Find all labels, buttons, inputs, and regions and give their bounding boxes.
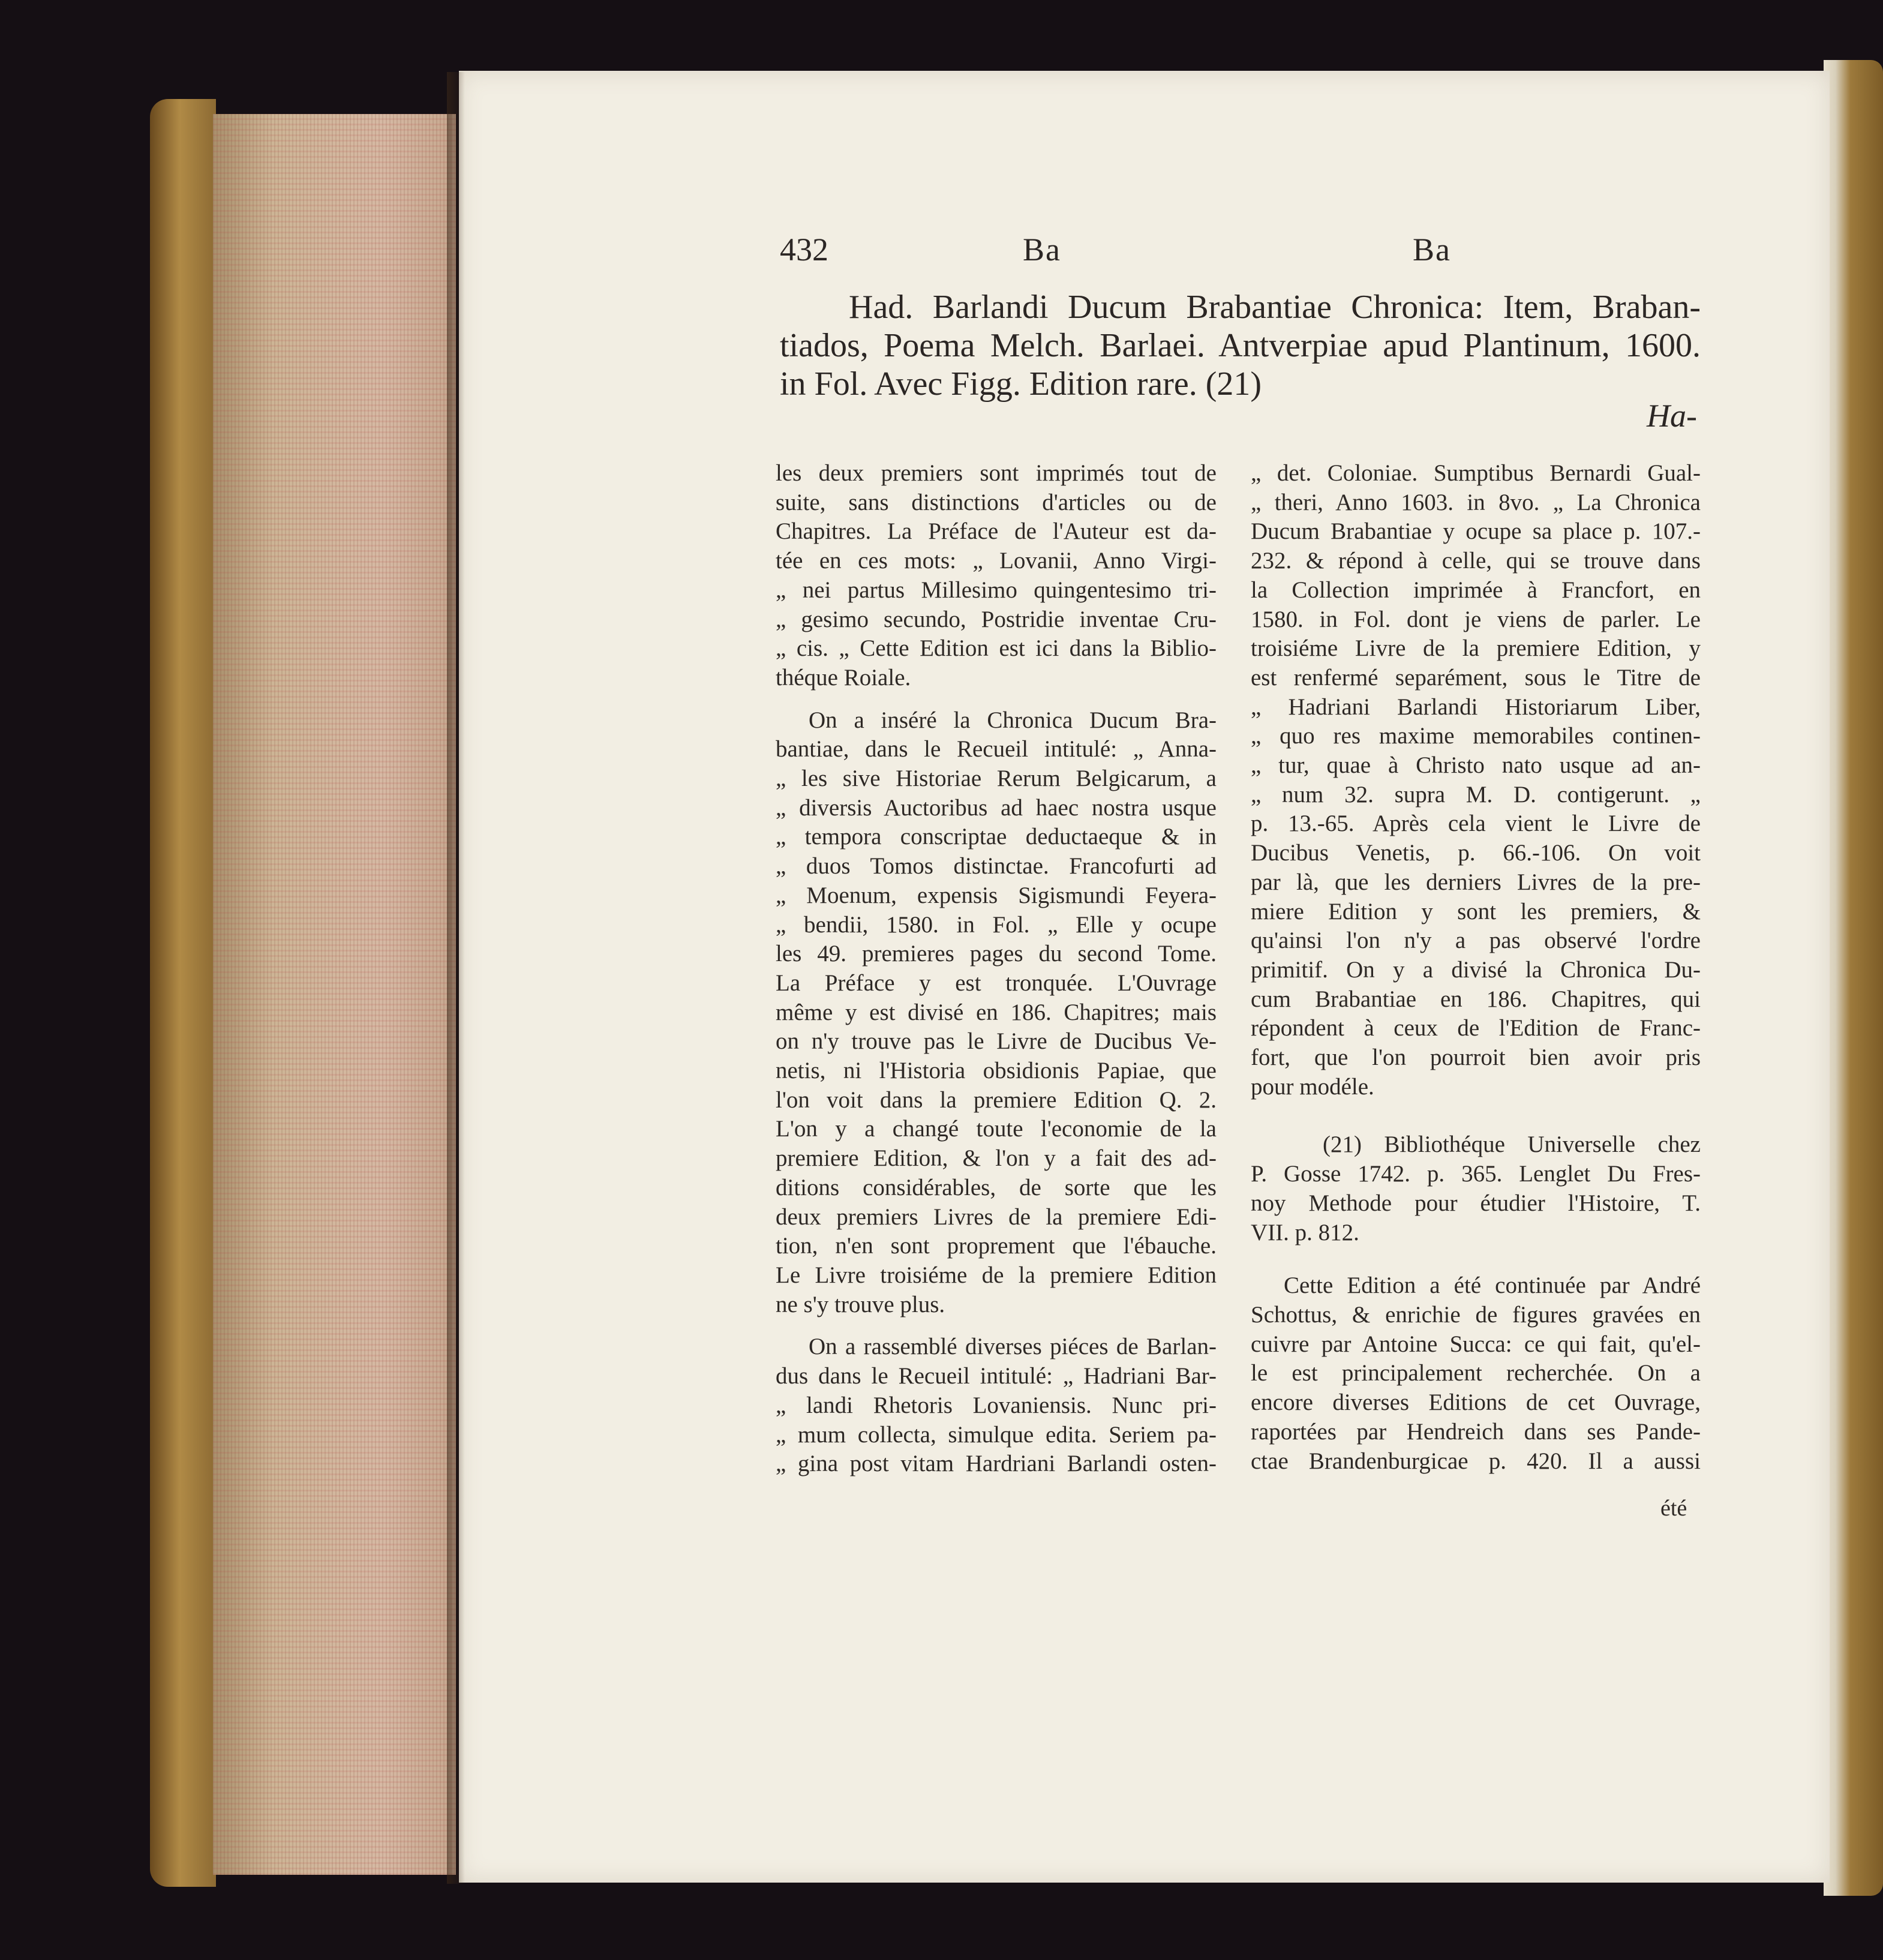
text-line: 1580. in Fol. dont je viens de parler. Le xyxy=(1251,606,1701,632)
text-line: „ landi Rhetoris Lovaniensis. Nunc pri- xyxy=(776,1392,1217,1418)
text-line: raportées par Hendreich dans ses Pande- xyxy=(1251,1418,1701,1445)
catchword: été xyxy=(1660,1496,1687,1521)
left-column xyxy=(776,459,1217,1479)
running-head-left: Ba xyxy=(1023,232,1061,268)
text-line: la Collection imprimée à Francfort, en xyxy=(1251,577,1701,603)
text-line: même y est divisé en 186. Chapitres; mais xyxy=(776,999,1217,1025)
text-line: le est principalement recherchée. On a xyxy=(1251,1360,1701,1386)
footnote-line: (21) Bibliothéque Universelle chez xyxy=(1323,1131,1701,1158)
page-number: 432 xyxy=(780,232,828,268)
bibliographic-entry xyxy=(780,288,1701,403)
text-line: suite, sans distinctions d'articles ou de xyxy=(776,489,1217,515)
running-head-right: Ba xyxy=(1413,232,1451,268)
text-line: l'on voit dans la premiere Edition Q. 2. xyxy=(776,1086,1217,1113)
text-line: qu'ainsi l'on n'y a pas observé l'ordre xyxy=(1251,928,1701,954)
text-line: „ tempora conscriptae deductaeque & in xyxy=(776,824,1217,850)
text-line: „ det. Coloniae. Sumptibus Bernardi Gual- xyxy=(1251,460,1701,486)
page-edges xyxy=(213,114,456,1875)
text-line: „ diversis Auctoribus ad haec nostra usque xyxy=(776,794,1217,821)
text-line: „ num 32. supra M. D. contigerunt. „ xyxy=(1251,781,1701,808)
text-line: Schottus, & enrichie de figures gravées en xyxy=(1251,1301,1701,1328)
text-line: les deux premiers sont imprimés tout de xyxy=(776,460,1217,486)
text-line: premiere Edition, & l'on y a fait des ad- xyxy=(776,1145,1217,1172)
right-column xyxy=(1251,459,1701,1476)
text-line: Chapitres. La Préface de l'Auteur est da- xyxy=(776,518,1217,545)
gutter-shadow xyxy=(447,72,465,1884)
catchword: Ha- xyxy=(1647,398,1697,434)
text-line: „ nei partus Millesimo quingentesimo tri- xyxy=(776,577,1217,603)
text-line: La Préface y est tronquée. L'Ouvrage xyxy=(776,970,1217,996)
text-line: primitif. On y a divisé la Chronica Du- xyxy=(1251,956,1701,983)
text-line: „ tur, quae à Christo nato usque ad an- xyxy=(1251,752,1701,779)
text-line: les 49. premieres pages du second Tome. xyxy=(776,941,1217,967)
text-line: miere Edition y sont les premiers, & xyxy=(1251,898,1701,925)
book-right-cover xyxy=(1824,60,1883,1896)
text-line: „ cis. „ Cette Edition est ici dans la Biblio- xyxy=(776,635,1217,662)
text-line: cum Brabantiae en 186. Chapitres, qui xyxy=(1251,986,1701,1012)
entry-line: in Fol. Avec Figg. Edition rare. (21) xyxy=(780,365,1262,403)
text-line: ctae Brandenburgicae p. 420. Il a aussi xyxy=(1251,1448,1701,1474)
footnote-line: VII. p. 812. xyxy=(1251,1219,1359,1245)
text-line: „ theri, Anno 1603. in 8vo. „ La Chronica xyxy=(1251,489,1701,515)
text-line: „ gina post vitam Hardriani Barlandi osten- xyxy=(776,1451,1217,1477)
page-header xyxy=(780,231,1701,273)
text-line: „ Moenum, expensis Sigismundi Feyera- xyxy=(776,882,1217,908)
text-line: pour modéle. xyxy=(1251,1073,1374,1100)
text-line: deux premiers Livres de la premiere Edi- xyxy=(776,1203,1217,1230)
text-line: Ducum Brabantiae y ocupe sa place p. 107.- xyxy=(1251,518,1701,545)
text-line: 232. & répond à celle, qui se trouve dans xyxy=(1251,548,1701,574)
text-line: fort, que l'on pourroit bien avoir pris xyxy=(1251,1044,1701,1071)
text-line: troisiéme Livre de la premiere Edition, y xyxy=(1251,635,1701,662)
text-line: par là, que les derniers Livres de la pre- xyxy=(1251,869,1701,895)
entry-line: Had. Barlandi Ducum Brabantiae Chronica: Item, Braban- xyxy=(849,289,1701,326)
text-line: encore diverses Editions de cet Ouvrage, xyxy=(1251,1389,1701,1416)
text-line: netis, ni l'Historia obsidionis Papiae, que xyxy=(776,1058,1217,1084)
text-line: „ Hadriani Barlandi Historiarum Liber, xyxy=(1251,694,1701,720)
entry-line: tiados, Poema Melch. Barlaei. Antverpiae apud Plantinum, 1600. xyxy=(780,327,1701,364)
text-line: dus dans le Recueil intitulé: „ Hadriani Bar- xyxy=(776,1363,1217,1389)
text-line: ne s'y trouve plus. xyxy=(776,1291,945,1317)
footnote-line: noy Methode pour étudier l'Histoire, T. xyxy=(1251,1190,1701,1216)
text-line: p. 13.-65. Après cela vient le Livre de xyxy=(1251,811,1701,837)
text-line: „ mum collecta, simulque edita. Seriem pa- xyxy=(776,1421,1217,1448)
text-line: théque Roiale. xyxy=(776,664,911,691)
book-left-cover xyxy=(150,99,216,1887)
text-line: on n'y trouve pas le Livre de Ducibus Ve- xyxy=(776,1028,1217,1055)
footnote-line: P. Gosse 1742. p. 365. Lenglet Du Fres- xyxy=(1251,1161,1701,1187)
text-line: „ duos Tomos distinctae. Francofurti ad xyxy=(776,853,1217,880)
text-line: „ gesimo secundo, Postridie inventae Cru- xyxy=(776,606,1217,632)
text-line: „ quo res maxime memorabiles continen- xyxy=(1251,723,1701,749)
text-line: On a inséré la Chronica Ducum Bra- xyxy=(809,707,1217,733)
text-line: bantiae, dans le Recueil intitulé: „ Anna- xyxy=(776,736,1217,763)
text-line: est renfermé separément, sous le Titre de xyxy=(1251,664,1701,691)
text-line: On a rassemblé diverses piéces de Barlan- xyxy=(809,1334,1217,1360)
text-line: tion, n'en sont proprement que l'ébauche. xyxy=(776,1233,1217,1259)
text-line: Cette Edition a été continuée par André xyxy=(1284,1272,1701,1299)
text-line: Le Livre troisiéme de la premiere Edition xyxy=(776,1262,1217,1288)
text-line: ditions considérables, de sorte que les xyxy=(776,1174,1217,1200)
text-line: tée en ces mots: „ Lovanii, Anno Virgi- xyxy=(776,548,1217,574)
text-line: L'on y a changé toute l'economie de la xyxy=(776,1116,1217,1142)
text-line: „ les sive Historiae Rerum Belgicarum, a xyxy=(776,766,1217,792)
text-line: Ducibus Venetis, p. 66.-106. On voit xyxy=(1251,840,1701,866)
text-line: répondent à ceux de l'Edition de Franc- xyxy=(1251,1015,1701,1041)
text-line: „ bendii, 1580. in Fol. „ Elle y ocupe xyxy=(776,911,1217,938)
text-line: cuivre par Antoine Succa: ce qui fait, qu'el- xyxy=(1251,1331,1701,1357)
